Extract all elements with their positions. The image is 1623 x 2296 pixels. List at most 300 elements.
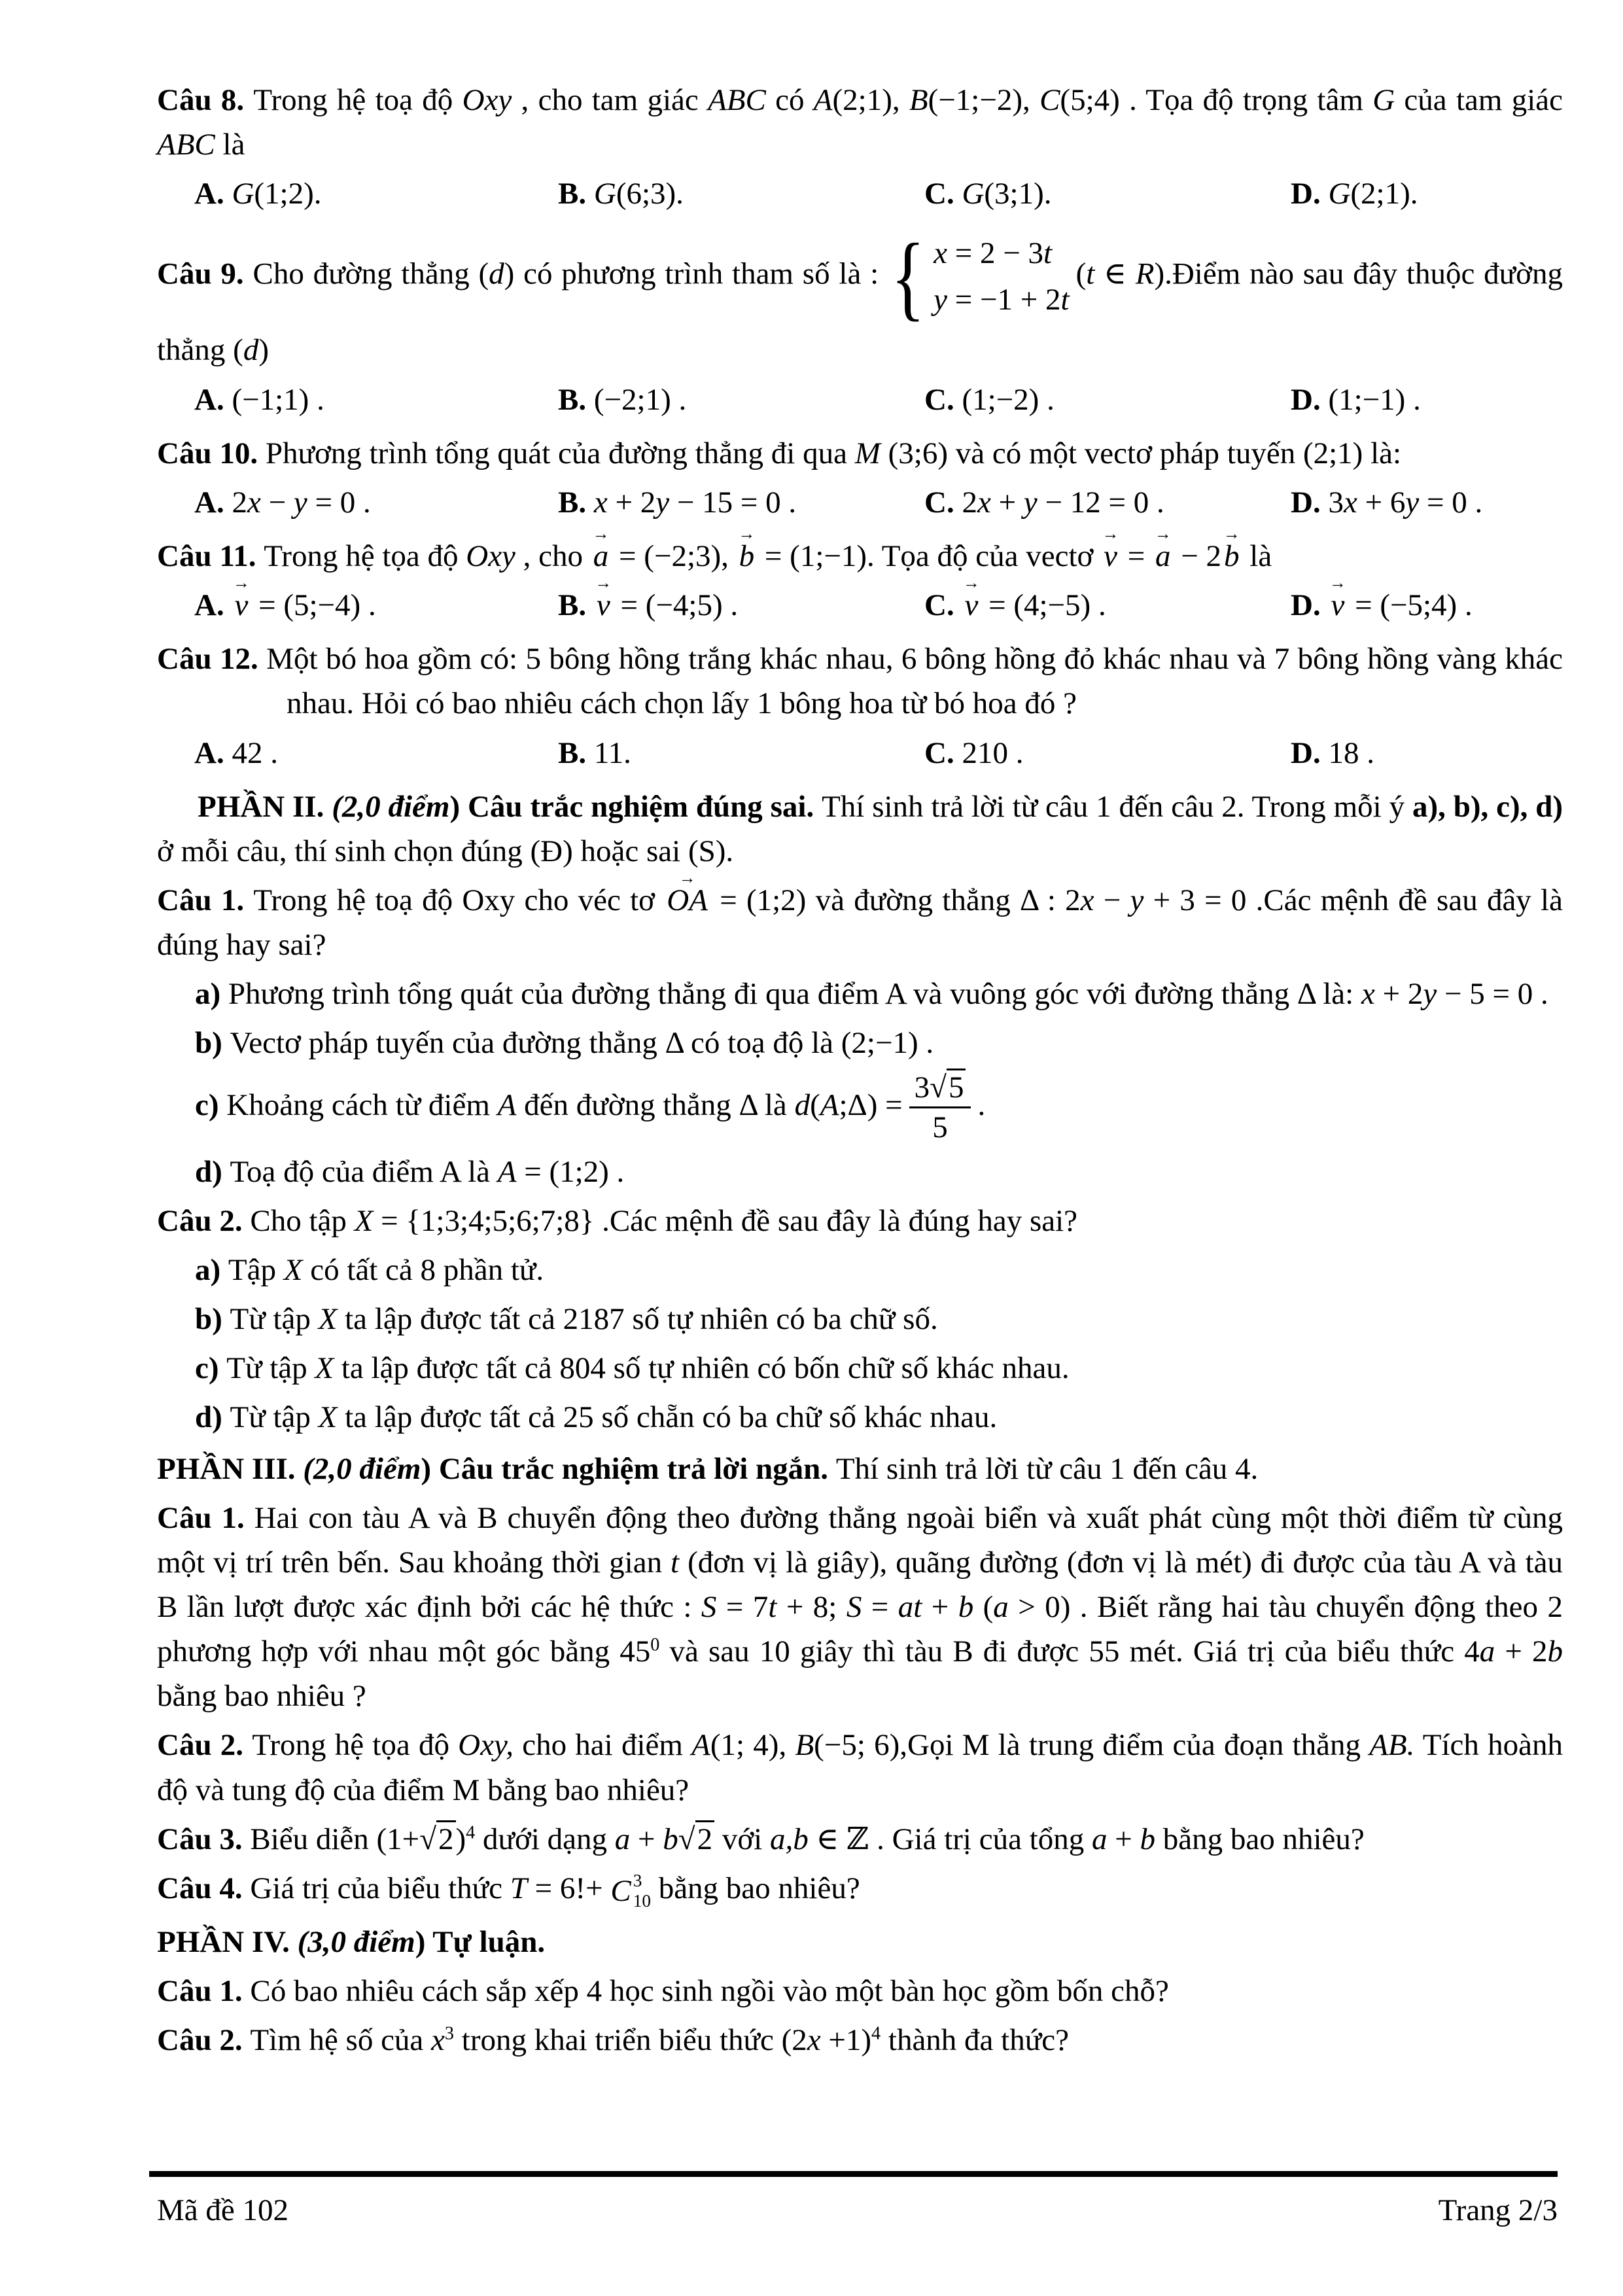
option-C xyxy=(924,583,1291,627)
radicand: 2 xyxy=(695,1820,715,1856)
text-run: − xyxy=(260,485,294,520)
part3-header xyxy=(157,1447,1563,1491)
sqrt-expression xyxy=(419,1820,455,1856)
text-run: = 0 . xyxy=(1419,485,1483,520)
option-letter: C. xyxy=(924,588,962,623)
exam-content xyxy=(157,73,1563,2068)
question-9-options xyxy=(157,378,1563,422)
vector-symbol: → OA xyxy=(664,878,710,923)
italic-text: X xyxy=(315,1351,334,1386)
italic-text: A xyxy=(497,1154,517,1189)
part2-question-2-item-d xyxy=(157,1395,1563,1439)
radicand: 5 xyxy=(947,1069,966,1104)
text-run: +1) xyxy=(820,2023,872,2058)
bold-text: Câu trắc nghiệm đúng sai. xyxy=(467,789,822,824)
text-run: + xyxy=(922,1590,958,1625)
text-run: = 2 − 3 xyxy=(947,236,1044,271)
text-run: (1;2). xyxy=(254,177,322,211)
text-run: + 2 xyxy=(1374,977,1423,1012)
italic-text: Oxy xyxy=(462,83,512,117)
bold-text: b) xyxy=(195,1302,230,1337)
italic-text: y xyxy=(934,282,948,317)
bold-text: a) xyxy=(195,1253,228,1288)
bold-text: c) xyxy=(195,1087,227,1122)
part2-header xyxy=(157,785,1563,874)
text-run: ) có phương trình tham số là : xyxy=(504,256,879,291)
option-letter: D. xyxy=(1291,177,1329,211)
question-11-options xyxy=(157,583,1563,627)
denominator xyxy=(932,1108,948,1145)
option-B xyxy=(558,731,924,775)
text-run: là xyxy=(1242,539,1272,573)
italic-text: B xyxy=(795,1728,814,1763)
bold-italic-text: (2,0 điểm xyxy=(303,1451,421,1486)
bold-text: d) xyxy=(195,1400,230,1435)
text-run: 210 . xyxy=(962,735,1024,770)
text-run: ( xyxy=(973,1590,994,1625)
italic-text: x xyxy=(431,2023,445,2058)
text-run: = {1;3;4;5;6;7;8} .Các mệnh đề sau đây là đúng hay sai? xyxy=(373,1203,1078,1238)
text-run: ,Gọi M là trung điểm của đoạn thẳng xyxy=(899,1728,1370,1763)
text-run: ta lập được tất cả 2187 số tự nhiên có ba chữ số. xyxy=(337,1302,938,1337)
bold-text: Câu 2. xyxy=(157,1728,253,1763)
text-run: (1; 4), xyxy=(710,1728,795,1763)
italic-text: b xyxy=(1140,1822,1156,1856)
italic-text: a xyxy=(614,1822,631,1856)
equation-system xyxy=(885,223,1070,330)
bold-italic-text: (2,0 điểm xyxy=(332,789,450,824)
vector-symbol: → b xyxy=(737,534,758,578)
part2-question-2-item-c xyxy=(157,1346,1563,1390)
italic-text: t xyxy=(1043,236,1053,271)
bold-text: Câu 9. xyxy=(157,256,253,291)
option-C xyxy=(924,171,1291,216)
italic-text: a,b xyxy=(769,1822,809,1856)
text-run: (2;1), xyxy=(832,83,909,117)
option-C xyxy=(924,480,1291,525)
equation-row xyxy=(934,230,1069,277)
part2-question-1-item-d xyxy=(157,1150,1563,1194)
vector-symbol: → b xyxy=(1221,534,1242,578)
text-run: − xyxy=(1094,883,1130,917)
text-run: 5 xyxy=(932,1110,948,1145)
text-run: (−1;−2), xyxy=(928,83,1040,117)
part2-question-2-item-b xyxy=(157,1297,1563,1341)
italic-text: AB. xyxy=(1369,1728,1415,1763)
option-letter: A. xyxy=(194,382,232,417)
numerator xyxy=(909,1070,971,1109)
text-run: − 15 = 0 . xyxy=(669,485,797,520)
text-run: + 8; xyxy=(777,1590,846,1625)
option-B xyxy=(558,171,924,216)
part3-question-4-text xyxy=(157,1866,1563,1913)
italic-text: y xyxy=(293,485,307,520)
text-run: = 7 xyxy=(716,1590,769,1625)
question-8-options xyxy=(157,171,1563,216)
text-run: + xyxy=(1107,1822,1140,1856)
italic-text: y xyxy=(1405,485,1420,520)
text-run: là xyxy=(215,128,245,162)
text-run: Biểu diễn (1+ xyxy=(250,1822,420,1856)
bold-text: Câu trắc nghiệm trả lời ngắn. xyxy=(438,1451,836,1486)
bold-text: Câu 1. xyxy=(157,1500,254,1535)
option-letter: C. xyxy=(924,177,962,211)
text-run: của tam giác xyxy=(1395,83,1563,117)
italic-text: X xyxy=(354,1203,374,1238)
part2-question-1-item-c xyxy=(157,1070,1563,1145)
italic-text: T xyxy=(510,1871,527,1905)
italic-text: G xyxy=(232,177,254,211)
option-letter: A. xyxy=(194,588,232,623)
text-run: Cho tập xyxy=(250,1203,355,1238)
part3-question-1-text xyxy=(157,1496,1563,1719)
option-letter: D. xyxy=(1291,382,1329,417)
question-12-text xyxy=(157,637,1563,726)
italic-text: b xyxy=(958,1590,974,1625)
bold-text: Câu 1. xyxy=(157,883,254,917)
text-run: + xyxy=(990,485,1024,520)
italic-text: S xyxy=(701,1590,717,1625)
option-B xyxy=(558,378,924,422)
vector-symbol: → v xyxy=(232,583,251,627)
italic-text: x xyxy=(807,2023,821,2058)
text-run: = (4;−5) . xyxy=(981,588,1106,623)
italic-text: x xyxy=(977,485,991,520)
text-run: Trong hệ toạ độ xyxy=(253,83,462,117)
option-letter: B. xyxy=(558,735,594,770)
vector-symbol: → v xyxy=(962,583,981,627)
option-A xyxy=(194,171,558,216)
radical-sign: √ xyxy=(419,1822,436,1856)
text-run: − 2 xyxy=(1173,539,1222,573)
option-D xyxy=(1291,583,1563,627)
superscript: 4 xyxy=(871,2023,881,2044)
bold-text: Tự luận. xyxy=(432,1925,546,1960)
bold-text: a) xyxy=(195,977,228,1012)
italic-text: y xyxy=(1130,883,1144,917)
superscript: 4 xyxy=(466,1822,476,1843)
italic-text: X xyxy=(318,1400,338,1435)
italic-text: x xyxy=(593,485,608,520)
text-run: (3;1). xyxy=(984,177,1052,211)
text-run: Trong hệ toạ độ Oxy cho véc tơ xyxy=(253,883,665,917)
italic-text: a xyxy=(1479,1634,1495,1669)
italic-text: A xyxy=(497,1087,517,1122)
text-run: ∈ xyxy=(1094,256,1136,291)
part4-header xyxy=(157,1920,1563,1964)
text-run: 2 xyxy=(232,485,247,520)
page-footer xyxy=(157,2188,1558,2233)
text-run: + xyxy=(630,1822,663,1856)
text-run: với xyxy=(714,1822,770,1856)
italic-text: d xyxy=(243,333,259,368)
part4-question-1-text xyxy=(157,1969,1563,2013)
text-run: = (1;−1). Tọa độ của vectơ xyxy=(757,539,1102,573)
italic-text: d xyxy=(489,256,504,291)
option-C xyxy=(924,378,1291,422)
italic-text: x xyxy=(1080,883,1094,917)
text-run: (−2;1) . xyxy=(593,382,687,417)
text-run: bằng bao nhiêu ? xyxy=(157,1679,366,1714)
text-run: 2 xyxy=(962,485,977,520)
text-run: Thí sinh trả lời từ câu 1 đến câu 4. xyxy=(835,1451,1259,1486)
text-run: = xyxy=(1120,539,1153,573)
text-run: Toạ độ của điểm A là xyxy=(230,1154,498,1189)
text-run: Tích hoành độ và tung độ của điểm M bằng bao nhiêu? xyxy=(157,1728,1563,1807)
text-run: + 6 xyxy=(1357,485,1406,520)
radical-sign: √ xyxy=(930,1070,947,1104)
italic-text: B xyxy=(909,83,928,117)
italic-text: ABC xyxy=(157,128,215,162)
question-12-options xyxy=(157,731,1563,775)
vector-symbol: → v xyxy=(594,583,613,627)
text-run: . Tọa độ trọng tâm xyxy=(1119,83,1373,117)
radicand: 2 xyxy=(436,1820,456,1856)
italic-text: a xyxy=(993,1590,1009,1625)
text-run: Trong hệ tọa độ xyxy=(264,539,466,573)
option-A xyxy=(194,378,558,422)
exam-code: Mã đề 102 xyxy=(157,2193,289,2227)
text-run: Tập xyxy=(228,1253,284,1288)
vector-symbol: → a xyxy=(1153,534,1174,578)
text-run: ) xyxy=(455,1822,466,1856)
text-run: Khoảng cách từ điểm xyxy=(226,1087,498,1122)
text-run: Tìm hệ số của xyxy=(250,2023,432,2058)
text-run: Từ tập xyxy=(230,1302,319,1337)
italic-text: y xyxy=(1023,485,1038,520)
italic-text: y xyxy=(1423,977,1437,1012)
italic-text: M xyxy=(854,436,881,470)
part2-question-1-item-b xyxy=(157,1021,1563,1065)
text-run: = (1;2) và đường thẳng Δ : 2 xyxy=(710,883,1081,917)
bold-text: Câu 10. xyxy=(157,436,266,470)
vector-symbol: → v xyxy=(1328,583,1347,627)
text-run: ta lập được tất cả 804 số tự nhiên có bốn chữ số khác nhau. xyxy=(334,1351,1070,1386)
text-run: ở mỗi câu, thí sinh chọn đúng (Đ) hoặc sai (S). xyxy=(157,834,734,868)
combination-symbol xyxy=(610,1869,651,1913)
text-run: (5;4) xyxy=(1060,83,1120,117)
bold-text: Câu 1. xyxy=(157,1974,251,2009)
text-run: + 2 xyxy=(607,485,656,520)
text-run: thành đa thức? xyxy=(881,2023,1069,2058)
text-run: (3;6) và có một vectơ pháp tuyến (2;1) là: xyxy=(880,436,1402,470)
option-D xyxy=(1291,171,1563,216)
text-run: (−1;1) . xyxy=(232,382,324,417)
text-run: Thí sinh trả lời từ câu 1 đến câu 2. Trong mỗi ý xyxy=(822,789,1412,824)
text-run: ;Δ) = xyxy=(839,1087,903,1122)
text-run: , cho xyxy=(515,539,591,573)
bold-text: Câu 12. xyxy=(157,642,267,677)
text-run: (đơn vị là giây), quãng đường (đơn vị là mét) đi được của tàu A và tàu B lần lượt được xác định bởi các hệ thức : xyxy=(157,1545,1563,1625)
text-run: + 3 = 0 .Các mệnh đề sau đây là đúng hay sai? xyxy=(157,883,1563,963)
italic-text: d xyxy=(794,1087,811,1122)
text-run: bằng bao nhiêu? xyxy=(650,1871,860,1905)
bold-text: PHẦN IV. xyxy=(157,1925,298,1960)
part2-question-2-text xyxy=(157,1199,1563,1243)
italic-text: A xyxy=(813,83,833,117)
italic-text: ABC xyxy=(708,83,766,117)
system-rows xyxy=(934,230,1069,323)
bold-text: ) xyxy=(421,1451,439,1486)
bold-text: Câu 2. xyxy=(157,1203,251,1238)
text-run: , cho tam giác xyxy=(512,83,708,117)
bold-text: Câu 4. xyxy=(157,1871,251,1905)
part3-question-2-text xyxy=(157,1723,1563,1812)
text-run: (2;1). xyxy=(1350,177,1418,211)
italic-text: X xyxy=(283,1253,303,1288)
equation-row xyxy=(934,277,1069,323)
text-run: ) xyxy=(258,333,269,368)
text-run: = 0 . xyxy=(307,485,371,520)
italic-text: R xyxy=(1135,256,1155,291)
option-A xyxy=(194,480,558,525)
text-run: Vectơ pháp tuyến của đường thẳng Δ có toạ độ là (2;−1) . xyxy=(230,1026,934,1061)
text-run: = (−2;3), xyxy=(611,539,737,573)
bold-text: Câu 3. xyxy=(157,1822,251,1856)
footer-divider xyxy=(149,2171,1558,2177)
italic-text: t xyxy=(768,1590,777,1625)
lower-index: 10 xyxy=(633,1891,651,1911)
text-run: = 6!+ xyxy=(527,1871,611,1905)
option-A xyxy=(194,731,558,775)
italic-text: X xyxy=(318,1302,338,1337)
bold-text: PHẦN III. xyxy=(157,1451,304,1486)
part4-question-2-text xyxy=(157,2018,1563,2062)
text-run: 3 xyxy=(1328,485,1344,520)
text-run: Một bó hoa gồm có: 5 bông hồng trắng khác nhau, 6 bông hồng đỏ khác nhau và 7 bông hồng vàng khác nhau. Hỏi có bao nhiêu cách chọn lấy 1 bông hoa từ bó hoa đó ? xyxy=(266,642,1563,721)
text-run: > 0) . Biết rằng hai tàu chuyển động theo 2 phương hợp với nhau một góc bằng 45 xyxy=(157,1590,1563,1669)
text-run: 3 xyxy=(914,1070,930,1104)
text-run: Phương trình tổng quát của đường thẳng đi qua điểm A và vuông góc với đường thẳng Δ là: xyxy=(228,977,1361,1012)
text-run: ∈ ℤ . Giá trị của tổng xyxy=(808,1822,1092,1856)
bold-text: b) xyxy=(195,1026,230,1061)
text-run: (−5; 6) xyxy=(814,1728,900,1763)
sqrt-expression xyxy=(930,1069,966,1104)
superscript: 0 xyxy=(650,1634,660,1655)
question-9-text xyxy=(157,225,1563,372)
part3-question-3-text xyxy=(157,1817,1563,1862)
option-letter: B. xyxy=(558,485,594,520)
bold-text: Câu 2. xyxy=(157,2023,251,2058)
upper-index: 3 xyxy=(633,1870,642,1890)
question-10-options xyxy=(157,480,1563,525)
option-D xyxy=(1291,480,1563,525)
text-run: = (5;−4) . xyxy=(251,588,376,623)
italic-text: C xyxy=(1039,83,1060,117)
bold-text: a), b), c), d) xyxy=(1412,789,1563,824)
text-run: 11. xyxy=(593,735,631,770)
text-run: Phương trình tổng quát của đường thẳng đi qua xyxy=(265,436,855,470)
text-run: = −1 + 2 xyxy=(947,282,1061,317)
sqrt-expression xyxy=(678,1820,714,1856)
text-run: Từ tập xyxy=(230,1400,319,1435)
vector-symbol: → a xyxy=(591,534,612,578)
italic-text: S xyxy=(846,1590,862,1625)
option-letter: D. xyxy=(1291,588,1329,623)
part2-question-2-item-a xyxy=(157,1248,1563,1292)
vector-symbol: → v xyxy=(1101,534,1120,578)
text-run: Trong hệ tọa độ xyxy=(252,1728,459,1763)
text-run: ta lập được tất cả 25 số chẵn có ba chữ số khác nhau. xyxy=(337,1400,998,1435)
text-run: = (−4;5) . xyxy=(612,588,739,623)
italic-text: G xyxy=(1372,83,1395,117)
bold-text: Câu 11. xyxy=(157,539,264,573)
option-letter: C. xyxy=(924,382,962,417)
bold-text: Câu 8. xyxy=(157,83,254,117)
option-D xyxy=(1291,378,1563,422)
text-run: 42 . xyxy=(232,735,278,770)
italic-text: A xyxy=(820,1087,839,1122)
left-brace: { xyxy=(890,223,926,330)
italic-text: t xyxy=(1086,256,1095,291)
text-run: − 5 = 0 . xyxy=(1437,977,1548,1012)
option-letter: C. xyxy=(924,735,962,770)
text-run: − 12 = 0 . xyxy=(1037,485,1164,520)
option-A xyxy=(194,583,558,627)
text-run: (1;−1) . xyxy=(1328,382,1421,417)
bold-text: PHẦN II. xyxy=(198,789,332,824)
question-8-text xyxy=(157,78,1563,167)
option-letter: A. xyxy=(194,177,232,211)
bold-text: d) xyxy=(195,1154,230,1189)
text-run: trong khai triển biểu thức (2 xyxy=(454,2023,807,2058)
text-run: (6;3). xyxy=(616,177,684,211)
text-run: ( xyxy=(1075,256,1087,291)
italic-text: x xyxy=(1343,485,1357,520)
bold-text: c) xyxy=(195,1351,227,1386)
option-letter: A. xyxy=(194,735,232,770)
text-run: + 2 xyxy=(1495,1634,1548,1669)
text-run: Từ tập xyxy=(226,1351,315,1386)
text-run: = xyxy=(862,1590,898,1625)
italic-text: x xyxy=(247,485,261,520)
option-letter: B. xyxy=(558,588,594,623)
option-letter: C. xyxy=(924,485,962,520)
option-B xyxy=(558,480,924,525)
option-letter: B. xyxy=(558,382,594,417)
page-number: Trang 2/3 xyxy=(1438,2193,1558,2227)
text-run: cho hai điểm xyxy=(514,1728,692,1763)
italic-text: Oxy, xyxy=(458,1728,514,1763)
option-letter: B. xyxy=(558,177,594,211)
text-run: có xyxy=(765,83,814,117)
part2-question-1-text xyxy=(157,878,1563,967)
index-stack xyxy=(633,1871,651,1912)
superscript: 3 xyxy=(444,2023,455,2044)
italic-text: x xyxy=(1361,977,1375,1012)
text-run: ( xyxy=(810,1087,820,1122)
text-run: Có bao nhiêu cách sắp xếp 4 học sinh ngồi vào một bàn học gồm bốn chỗ? xyxy=(250,1974,1169,2009)
italic-text: at xyxy=(898,1590,922,1625)
text-run: có tất cả 8 phần tử. xyxy=(302,1253,544,1288)
italic-text: y xyxy=(655,485,670,520)
italic-text: G xyxy=(1328,177,1351,211)
text-run: bằng bao nhiêu? xyxy=(1155,1822,1365,1856)
option-D xyxy=(1291,731,1563,775)
text-run: Cho đường thẳng ( xyxy=(253,256,489,291)
italic-text: A xyxy=(691,1728,710,1763)
bold-text: ) xyxy=(415,1925,433,1960)
bold-text: ) xyxy=(449,789,468,824)
part2-question-1-item-a xyxy=(157,972,1563,1016)
italic-text: b xyxy=(663,1822,678,1856)
italic-text: G xyxy=(593,177,616,211)
question-11-text xyxy=(157,534,1563,578)
option-C xyxy=(924,731,1291,775)
fraction xyxy=(909,1070,971,1145)
italic-text: Oxy xyxy=(466,539,515,573)
text-run: = (1;2) . xyxy=(516,1154,625,1189)
